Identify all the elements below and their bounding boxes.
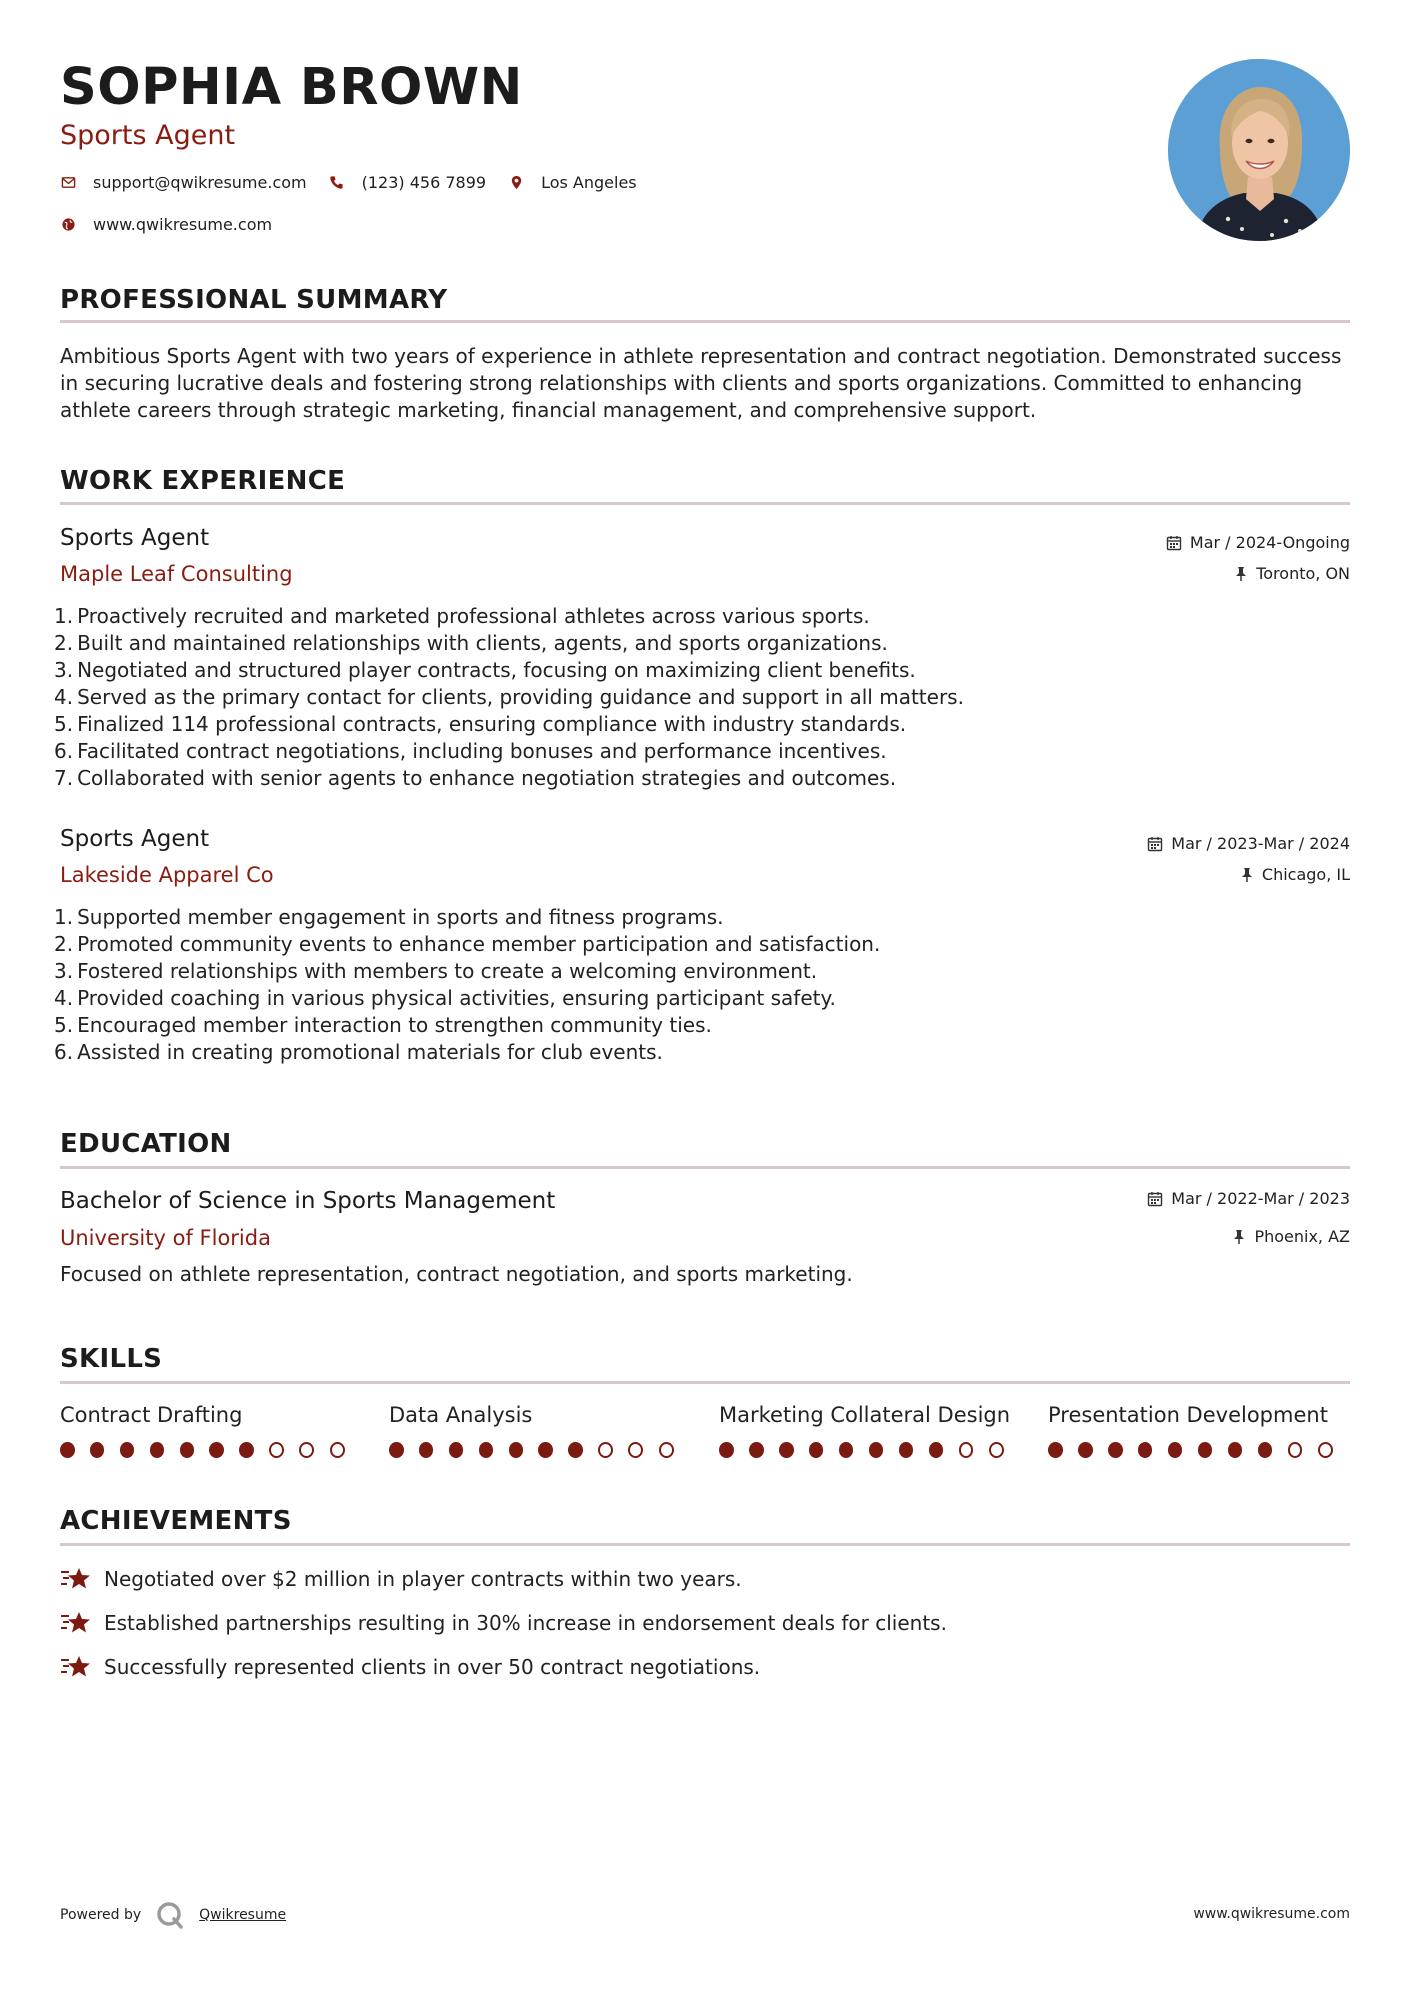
job-bullets [54, 904, 880, 1066]
section-title-experience: WORK EXPERIENCE [60, 466, 346, 496]
qwikresume-logo-icon [155, 1900, 185, 1930]
envelope-icon [60, 175, 76, 191]
list-item: 4. Provided coaching in various physical activities, ensuring participant safety. [54, 986, 836, 1010]
profile-photo [1168, 59, 1350, 241]
list-item: 3. Fostered relationships with members to create a welcoming environment. [54, 959, 818, 983]
star-icon [60, 1654, 92, 1680]
contact-location [508, 173, 637, 192]
website-text: www.qwikresume.com [93, 215, 273, 234]
job-dates-text: Mar / 2023-Mar / 2024 [1171, 834, 1350, 853]
rating-dot-filled [1228, 1442, 1243, 1458]
section-divider [60, 1166, 1350, 1169]
education-description: Focused on athlete representation, contract negotiation, and sports marketing. [60, 1262, 853, 1286]
rating-dot-filled [1258, 1442, 1273, 1458]
skill-rating [60, 1442, 360, 1458]
skill-item [60, 1403, 360, 1458]
education-dates-text: Mar / 2022-Mar / 2023 [1171, 1189, 1350, 1208]
contact-row [60, 173, 659, 192]
school-name: University of Florida [60, 1226, 271, 1250]
education-location [1232, 1227, 1350, 1246]
rating-dot-empty [330, 1442, 345, 1458]
star-icon [60, 1566, 92, 1592]
rating-dot-filled [209, 1442, 224, 1458]
rating-dot-empty [628, 1442, 643, 1458]
achievement-item [60, 1654, 760, 1680]
map-pin-icon [508, 175, 524, 191]
skill-rating [1048, 1442, 1348, 1458]
contact-row-2 [60, 215, 294, 234]
rating-dot-filled [389, 1442, 404, 1458]
rating-dot-filled [899, 1442, 914, 1458]
rating-dot-filled [538, 1442, 553, 1458]
list-item: 2. Promoted community events to enhance member participation and satisfaction. [54, 932, 881, 956]
list-item: 7. Collaborated with senior agents to enhance negotiation strategies and outcomes. [54, 766, 897, 790]
job-location [1234, 564, 1350, 583]
skill-item [1048, 1403, 1348, 1458]
rating-dot-filled [419, 1442, 434, 1458]
job-location-text: Toronto, ON [1256, 564, 1350, 583]
skill-rating [719, 1442, 1019, 1458]
list-item: 6. Assisted in creating promotional materials for club events. [54, 1040, 663, 1064]
job-location [1240, 865, 1350, 884]
contact-email[interactable] [60, 173, 307, 192]
section-title-achievements: ACHIEVEMENTS [60, 1506, 292, 1536]
skill-name: Data Analysis [389, 1403, 533, 1427]
globe-icon [60, 217, 76, 233]
contact-phone[interactable] [329, 173, 486, 192]
rating-dot-filled [568, 1442, 583, 1458]
rating-dot-filled [929, 1442, 944, 1458]
rating-dot-empty [1318, 1442, 1333, 1458]
footer-powered-by [60, 1900, 286, 1930]
rating-dot-filled [719, 1442, 734, 1458]
rating-dot-filled [749, 1442, 764, 1458]
rating-dot-filled [239, 1442, 254, 1458]
list-item: 5. Finalized 114 professional contracts, ensuring compliance with industry standards. [54, 712, 907, 736]
pushpin-icon [1232, 1229, 1246, 1245]
job-title: Sports Agent [60, 826, 210, 852]
star-icon [60, 1610, 92, 1636]
rating-dot-empty [659, 1442, 674, 1458]
education-dates [1147, 1189, 1350, 1208]
degree-title: Bachelor of Science in Sports Management [60, 1188, 556, 1214]
job-location-text: Chicago, IL [1261, 865, 1350, 884]
skill-name: Contract Drafting [60, 1403, 243, 1427]
pushpin-icon [1234, 566, 1248, 582]
list-item: 2. Built and maintained relationships with clients, agents, and sports organizations. [54, 631, 888, 655]
job-company: Lakeside Apparel Co [60, 863, 274, 887]
calendar-icon [1147, 836, 1163, 852]
list-item: 1. Supported member engagement in sports and fitness programs. [54, 905, 724, 929]
phone-text: (123) 456 7899 [361, 173, 487, 192]
rating-dot-filled [120, 1442, 135, 1458]
achievement-item [60, 1566, 742, 1592]
rating-dot-filled [1048, 1442, 1063, 1458]
contact-website[interactable] [60, 215, 272, 234]
rating-dot-filled [180, 1442, 195, 1458]
phone-icon [329, 175, 345, 191]
job-company: Maple Leaf Consulting [60, 562, 293, 586]
rating-dot-filled [60, 1442, 75, 1458]
summary-text: Ambitious Sports Agent with two years of experience in athlete representation and contract negotiation. Demonstrated success in securing lucrative deals and fostering strong relationships with clients and sports organizations. Committed to enhancing athlete careers through strategic marketing, financial management, and comprehensive support. [60, 344, 1342, 422]
rating-dot-filled [839, 1442, 854, 1458]
rating-dot-filled [150, 1442, 165, 1458]
rating-dot-filled [809, 1442, 824, 1458]
section-divider [60, 502, 1350, 505]
email-text: support@qwikresume.com [93, 173, 307, 192]
rating-dot-filled [869, 1442, 884, 1458]
list-item: 1. Proactively recruited and marketed professional athletes across various sports. [54, 604, 870, 628]
rating-dot-empty [959, 1442, 974, 1458]
job-dates [1147, 834, 1350, 853]
candidate-role: Sports Agent [60, 120, 236, 151]
skill-item [389, 1403, 689, 1458]
location-text: Los Angeles [541, 173, 637, 192]
section-divider [60, 1381, 1350, 1384]
powered-by-label: Powered by [60, 1907, 142, 1923]
pushpin-icon [1240, 867, 1254, 883]
list-item: 6. Facilitated contract negotiations, including bonuses and performance incentives. [54, 739, 887, 763]
achievement-text: Successfully represented clients in over 50 contract negotiations. [104, 1655, 761, 1679]
footer-website[interactable]: www.qwikresume.com [1193, 1906, 1350, 1922]
job-dates [1166, 533, 1350, 552]
rating-dot-filled [449, 1442, 464, 1458]
list-item: 4. Served as the primary contact for clients, providing guidance and support in all matters. [54, 685, 964, 709]
rating-dot-filled [1108, 1442, 1123, 1458]
calendar-icon [1166, 535, 1182, 551]
rating-dot-empty [1288, 1442, 1303, 1458]
rating-dot-empty [299, 1442, 314, 1458]
calendar-icon [1147, 1191, 1163, 1207]
qwikresume-link[interactable]: Qwikresume [199, 1907, 287, 1923]
job-bullets [54, 603, 964, 792]
section-divider [60, 320, 1350, 323]
rating-dot-filled [779, 1442, 794, 1458]
list-item: 5. Encouraged member interaction to strengthen community ties. [54, 1013, 712, 1037]
rating-dot-filled [479, 1442, 494, 1458]
section-divider [60, 1543, 1350, 1546]
achievement-text: Established partnerships resulting in 30% increase in endorsement deals for clients. [104, 1611, 947, 1635]
skill-name: Presentation Development [1048, 1403, 1328, 1427]
job-dates-text: Mar / 2024-Ongoing [1189, 533, 1350, 552]
section-title-skills: SKILLS [60, 1344, 163, 1374]
job-title: Sports Agent [60, 525, 210, 551]
rating-dot-filled [1078, 1442, 1093, 1458]
rating-dot-filled [1198, 1442, 1213, 1458]
section-title-education: EDUCATION [60, 1129, 232, 1159]
achievement-text: Negotiated over $2 million in player contracts within two years. [104, 1567, 742, 1591]
rating-dot-filled [90, 1442, 105, 1458]
achievement-item [60, 1610, 947, 1636]
rating-dot-filled [1168, 1442, 1183, 1458]
candidate-name: SOPHIA BROWN [60, 58, 523, 117]
rating-dot-empty [598, 1442, 613, 1458]
skill-rating [389, 1442, 689, 1458]
skill-item [719, 1403, 1019, 1458]
section-title-summary: PROFESSIONAL SUMMARY [60, 285, 448, 315]
education-location-text: Phoenix, AZ [1254, 1227, 1350, 1246]
skill-name: Marketing Collateral Design [719, 1403, 1011, 1427]
rating-dot-filled [1138, 1442, 1153, 1458]
rating-dot-empty [989, 1442, 1004, 1458]
list-item: 3. Negotiated and structured player contracts, focusing on maximizing client benefits. [54, 658, 916, 682]
rating-dot-filled [509, 1442, 524, 1458]
rating-dot-empty [269, 1442, 284, 1458]
